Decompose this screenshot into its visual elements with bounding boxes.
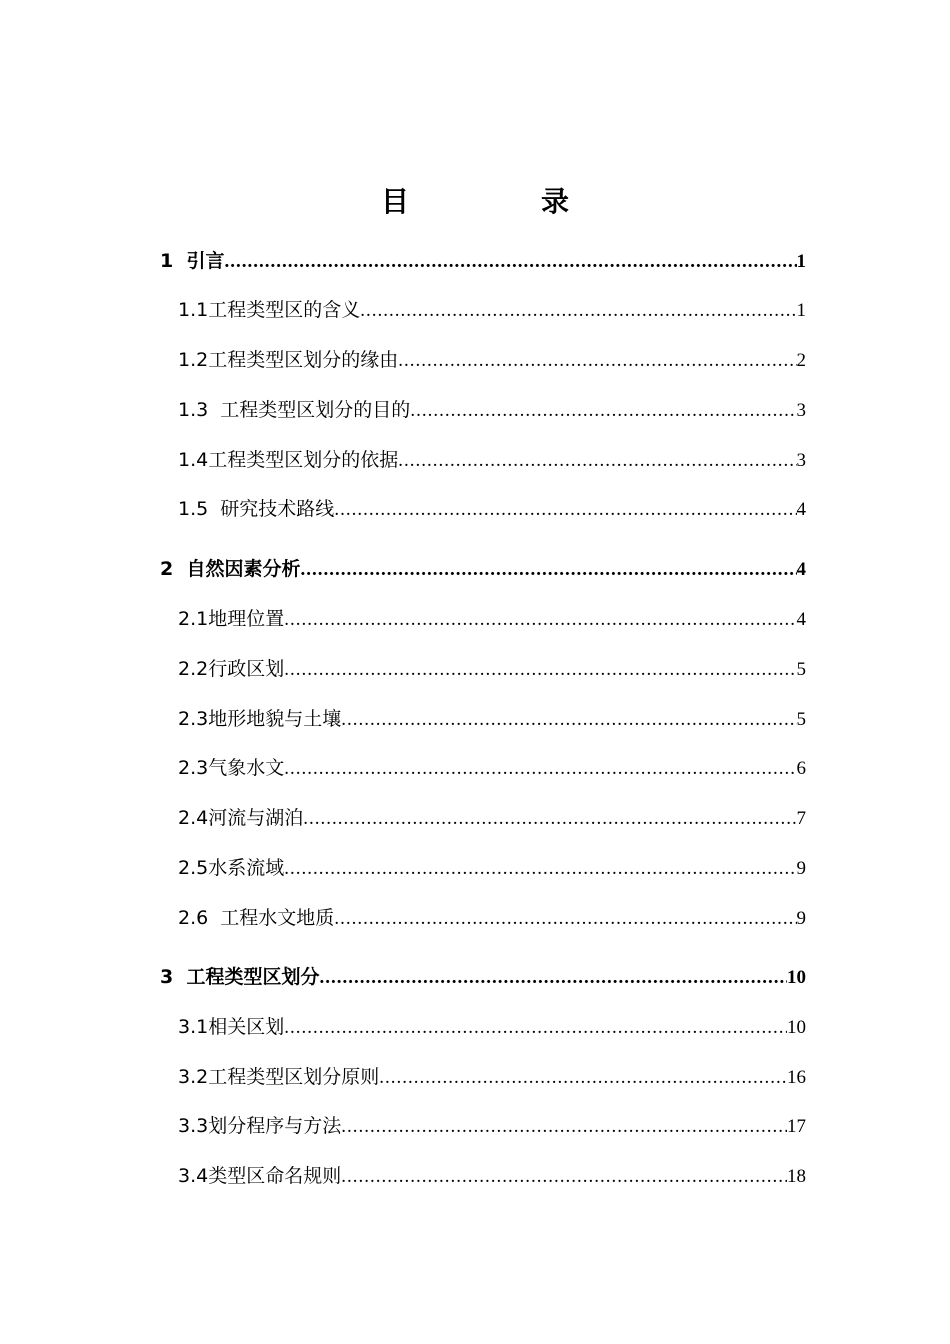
dot-leader	[360, 300, 796, 322]
toc-entry-label: 类型区命名规则	[208, 1165, 342, 1187]
dot-leader	[284, 858, 796, 880]
toc-entry-number: 2	[160, 558, 187, 580]
toc-entry-page-number: 10	[787, 1017, 806, 1038]
toc-entry-page-number: 6	[796, 758, 806, 779]
toc-entry[interactable]	[178, 345, 806, 375]
toc-entry-number: 2.6	[178, 907, 221, 929]
dot-leader	[379, 1067, 787, 1089]
toc-entry[interactable]	[178, 395, 806, 425]
toc-entry-page-number: 3	[796, 450, 806, 471]
toc-entry-page-number: 1	[796, 300, 806, 321]
toc-entry-label: 划分程序与方法	[208, 1115, 342, 1137]
toc-entry-page-number: 5	[796, 709, 806, 730]
toc-entry-number: 2.3	[178, 708, 209, 730]
dot-leader	[410, 400, 796, 422]
dot-leader	[341, 709, 796, 731]
toc-entry[interactable]	[160, 246, 806, 276]
toc-entry-page-number: 9	[796, 908, 806, 929]
toc-entry-number: 3.2	[178, 1066, 209, 1088]
toc-entry-number: 1.3	[178, 399, 221, 421]
toc-entry-number: 1	[160, 250, 187, 272]
toc-entry-page-number: 4	[796, 559, 806, 580]
toc-entry-number: 2.4	[178, 807, 209, 829]
dot-leader	[284, 758, 796, 780]
toc-entry[interactable]	[178, 1062, 806, 1092]
toc-entry[interactable]	[178, 494, 806, 524]
toc-entry-label: 工程类型区的含义	[208, 299, 361, 321]
toc-entry-label: 引言	[186, 250, 225, 272]
page-title: 目 录	[380, 185, 621, 218]
toc-entry-label: 地形地貌与土壤	[208, 708, 342, 730]
toc-entry-page-number: 7	[796, 808, 806, 829]
toc-entry-label: 工程类型区划分的缘由	[208, 349, 399, 371]
toc-entry-page-number: 3	[796, 400, 806, 421]
toc-entry[interactable]	[178, 1111, 806, 1141]
dot-leader	[319, 967, 787, 989]
toc-entry-page-number: 10	[787, 967, 806, 988]
dot-leader	[341, 1166, 787, 1188]
toc-entry-number: 1.4	[178, 449, 209, 471]
toc-entry-label: 工程水文地质	[220, 907, 335, 929]
toc-entry-label: 河流与湖泊	[208, 807, 304, 829]
dot-leader	[224, 251, 796, 273]
toc-entry-page-number: 2	[796, 350, 806, 371]
toc-entry[interactable]	[178, 903, 806, 933]
toc-entry[interactable]	[178, 295, 806, 325]
toc-entry-label: 工程类型区划分的依据	[208, 449, 399, 471]
toc-entry-number: 3.4	[178, 1165, 209, 1187]
toc-entry-number: 2.1	[178, 608, 209, 630]
toc-entry-page-number: 17	[787, 1116, 806, 1137]
toc-entry-number: 1.2	[178, 349, 209, 371]
toc-entry-number: 1.1	[178, 299, 209, 321]
dot-leader	[341, 1116, 787, 1138]
toc-entry-label: 工程类型区划分原则	[208, 1066, 380, 1088]
toc-entry-label: 气象水文	[208, 757, 285, 779]
dot-leader	[303, 808, 796, 830]
toc-entry[interactable]	[178, 753, 806, 783]
toc-entry-page-number: 5	[796, 659, 806, 680]
toc-entry[interactable]	[178, 1012, 806, 1042]
toc-entry-label: 行政区划	[208, 658, 285, 680]
toc-entry-page-number: 4	[796, 499, 806, 520]
dot-leader	[284, 609, 796, 631]
toc-entry-number: 3.3	[178, 1115, 209, 1137]
dot-leader	[300, 559, 796, 581]
dot-leader	[334, 908, 796, 930]
toc-entry-page-number: 9	[796, 858, 806, 879]
toc-entry-number: 2.2	[178, 658, 209, 680]
toc-entry[interactable]	[178, 654, 806, 684]
dot-leader	[284, 1017, 787, 1039]
toc-entry-number: 1.5	[178, 498, 221, 520]
toc-entry-number: 2.5	[178, 857, 209, 879]
dot-leader	[398, 350, 796, 372]
toc-entry-label: 研究技术路线	[220, 498, 335, 520]
toc-entry[interactable]	[178, 1161, 806, 1191]
toc-entry-page-number: 4	[796, 609, 806, 630]
toc-entry-page-number: 1	[796, 251, 806, 272]
toc-entry-page-number: 16	[787, 1067, 806, 1088]
toc-entry-label: 自然因素分析	[186, 558, 301, 580]
toc-entry[interactable]	[178, 704, 806, 734]
toc-entry-number: 3.1	[178, 1016, 209, 1038]
toc-entry[interactable]	[178, 803, 806, 833]
toc-entry-label: 水系流域	[208, 857, 285, 879]
toc-entry[interactable]	[178, 604, 806, 634]
dot-leader	[398, 450, 796, 472]
toc-entry-number: 3	[160, 966, 187, 988]
toc-entry[interactable]	[178, 445, 806, 475]
toc-entry-label: 工程类型区划分	[186, 966, 320, 988]
toc-entry[interactable]	[160, 554, 806, 584]
toc-entry-label: 相关区划	[208, 1016, 285, 1038]
toc-entry[interactable]	[178, 853, 806, 883]
toc-entry-page-number: 18	[787, 1166, 806, 1187]
dot-leader	[284, 659, 796, 681]
toc-entry-label: 地理位置	[208, 608, 285, 630]
toc-entry-label: 工程类型区划分的目的	[220, 399, 411, 421]
toc-entry[interactable]	[160, 962, 806, 992]
toc-entry-number: 2.3	[178, 757, 209, 779]
dot-leader	[334, 499, 796, 521]
